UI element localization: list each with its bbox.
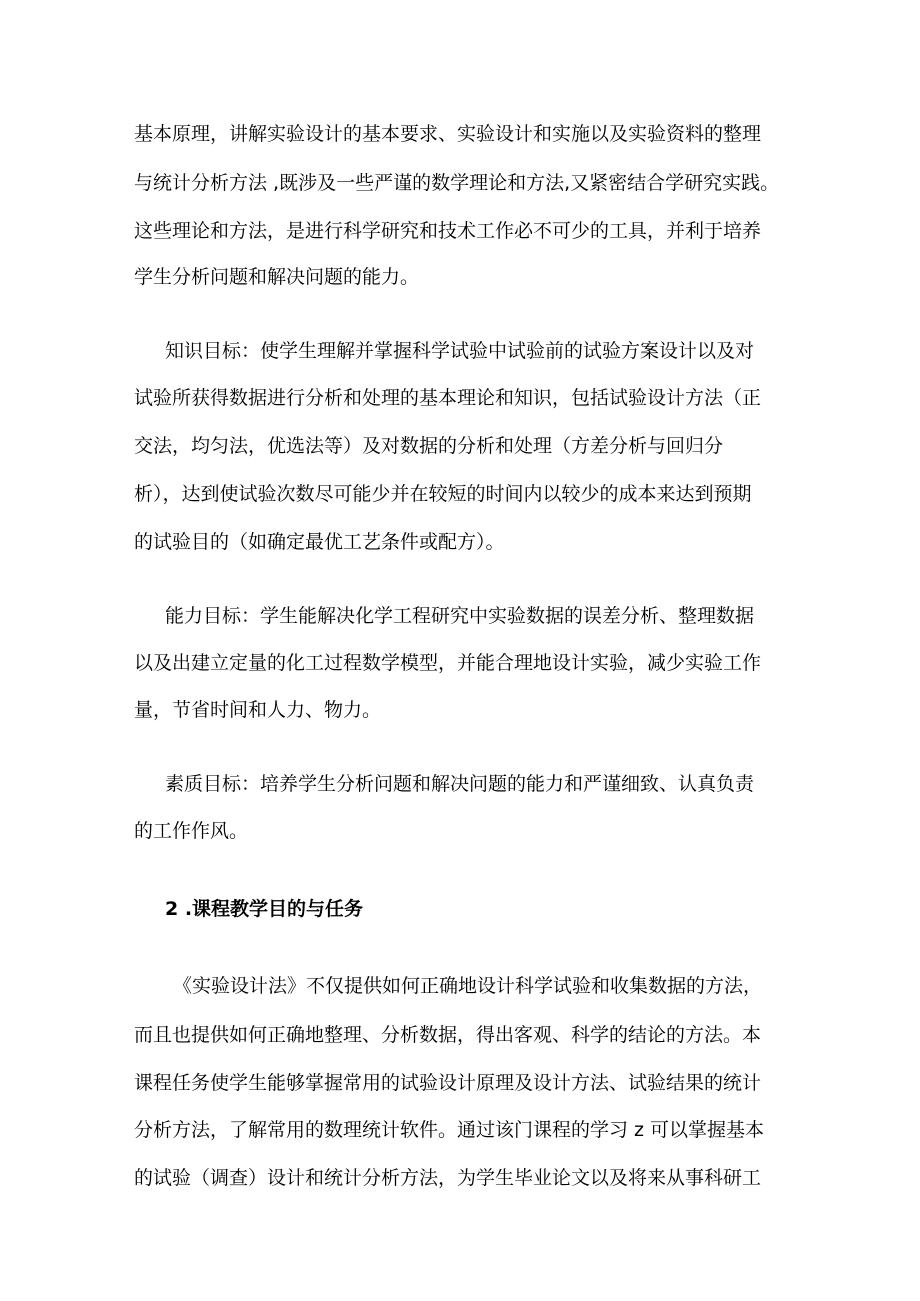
ability-objective-line: 以及出建立定量的化工过程数学模型，并能合理地设计实验，减少实验工作: [134, 652, 762, 674]
purpose-paragraph-line: 的试验（调查）设计和统计分析方法，为学生毕业论文以及将来从事科研工: [134, 1167, 762, 1189]
purpose-paragraph-line: 《实验设计法》不仅提供如何正确地设计科学试验和收集数据的方法，: [173, 975, 763, 997]
ability-objective-line: 能力目标：学生能解决化学工程研究中实验数据的误差分析、整理数据: [165, 605, 755, 627]
knowledge-objective-line: 的试验目的（如确定最优工艺条件或配方）。: [134, 531, 505, 553]
paragraph-line: 学生分析问题和解决问题的能力。: [134, 266, 420, 288]
paragraph-line: 与统计分析方法 ,既涉及一些严谨的数学理论和方法,又紧密结合学研究实践。: [134, 172, 780, 194]
quality-objective-line: 素质目标：培养学生分析问题和解决问题的能力和严谨细致、认真负责: [165, 773, 755, 795]
knowledge-objective-line: 交法，均匀法，优选法等）及对数据的分析和处理（方差分析与回归分: [134, 435, 724, 457]
paragraph-line: 基本原理，讲解实验设计的基本要求、实验设计和实施以及实验资料的整理: [134, 123, 762, 145]
knowledge-objective-line: 析），达到使试验次数尽可能少并在较短的时间内以较少的成本来达到预期: [134, 483, 752, 505]
knowledge-objective-line: 试验所获得数据进行分析和处理的基本理论和知识，包括试验设计方法（正: [134, 387, 762, 409]
purpose-paragraph-line: 课程任务使学生能够掌握常用的试验设计原理及设计方法、试验结果的统计: [134, 1072, 762, 1094]
knowledge-objective-line: 知识目标：使学生理解并掌握科学试验中试验前的试验方案设计以及对: [165, 340, 755, 362]
purpose-paragraph-line: 而且也提供如何正确地整理、分析数据，得出客观、科学的结论的方法。本: [134, 1024, 762, 1046]
section-heading: 2 .课程教学目的与任务: [165, 898, 364, 920]
quality-objective-line: 的工作作风。: [134, 820, 249, 842]
paragraph-line: 这些理论和方法，是进行科学研究和技术工作必不可少的工具，并利于培养: [134, 220, 762, 242]
ability-objective-line: 量，节省时间和人力、物力。: [134, 699, 382, 721]
purpose-paragraph-line: 分析方法，了解常用的数理统计软件。通过该门课程的学习 z 可以掌握基本: [134, 1119, 765, 1141]
